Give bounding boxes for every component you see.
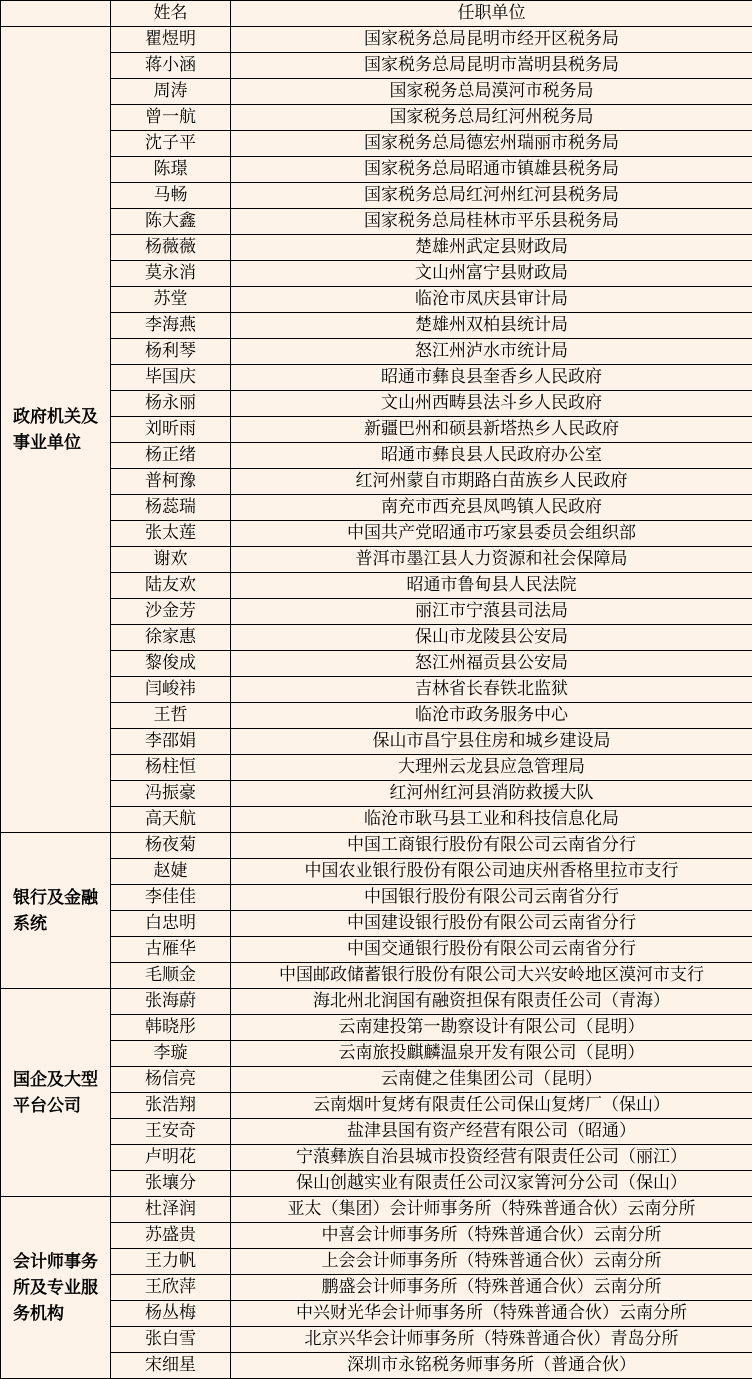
header-row	[1, 1, 752, 27]
table-row	[1, 53, 752, 79]
name-cell: 杨利琴	[111, 339, 231, 365]
name-cell: 陈大鑫	[111, 209, 231, 235]
name-cell: 卢明花	[111, 1145, 231, 1171]
unit-cell: 中喜会计师事务所（特殊普通合伙）云南分所	[231, 1223, 752, 1249]
table-row	[1, 105, 752, 131]
table-row	[1, 1093, 752, 1119]
category-cell: 会计师事务所及专业服务机构	[1, 1197, 111, 1379]
unit-cell: 吉林省长春铁北监狱	[231, 677, 752, 703]
unit-cell: 昭通市彝良县奎香乡人民政府	[231, 365, 752, 391]
name-cell: 杜泽润	[111, 1197, 231, 1223]
name-cell: 高天航	[111, 807, 231, 833]
name-cell: 杨夜菊	[111, 833, 231, 859]
unit-cell: 保山市龙陵县公安局	[231, 625, 752, 651]
table-row	[1, 1041, 752, 1067]
name-cell: 李邵娟	[111, 729, 231, 755]
unit-cell: 临沧市凤庆县审计局	[231, 287, 752, 313]
table-row	[1, 209, 752, 235]
name-cell: 古雁华	[111, 937, 231, 963]
unit-cell: 深圳市永铭税务师事务所（普通合伙）	[231, 1353, 752, 1379]
unit-cell: 中国邮政储蓄银行股份有限公司大兴安岭地区漠河市支行	[231, 963, 752, 989]
name-cell: 马畅	[111, 183, 231, 209]
name-cell: 王力帆	[111, 1249, 231, 1275]
name-cell: 白忠明	[111, 911, 231, 937]
name-cell: 杨蕊瑞	[111, 495, 231, 521]
unit-cell: 临沧市政务服务中心	[231, 703, 752, 729]
unit-cell: 海北州北润国有融资担保有限责任公司（青海）	[231, 989, 752, 1015]
table-row	[1, 1275, 752, 1301]
unit-cell: 中国交通银行股份有限公司云南省分行	[231, 937, 752, 963]
table-row	[1, 469, 752, 495]
table-row	[1, 1119, 752, 1145]
unit-cell: 宁蒗彝族自治县城市投资经营有限责任公司（丽江）	[231, 1145, 752, 1171]
unit-cell: 北京兴华会计师事务所（特殊普通合伙）青岛分所	[231, 1327, 752, 1353]
name-cell: 杨柱恒	[111, 755, 231, 781]
table-row	[1, 1197, 752, 1223]
name-cell: 李璇	[111, 1041, 231, 1067]
table-row	[1, 1171, 752, 1197]
unit-cell: 新疆巴州和硕县新塔热乡人民政府	[231, 417, 752, 443]
unit-cell: 亚太（集团）会计师事务所（特殊普通合伙）云南分所	[231, 1197, 752, 1223]
unit-cell: 国家税务总局红河州红河县税务局	[231, 183, 752, 209]
table-row	[1, 339, 752, 365]
unit-cell: 文山州西畴县法斗乡人民政府	[231, 391, 752, 417]
name-cell: 杨正绪	[111, 443, 231, 469]
table-row	[1, 365, 752, 391]
name-cell: 黎俊成	[111, 651, 231, 677]
unit-cell: 文山州富宁县财政局	[231, 261, 752, 287]
name-cell: 蒋小涵	[111, 53, 231, 79]
unit-cell: 红河州蒙自市期路白苗族乡人民政府	[231, 469, 752, 495]
table-row	[1, 781, 752, 807]
table-row	[1, 287, 752, 313]
name-cell: 杨信亮	[111, 1067, 231, 1093]
name-cell: 普柯豫	[111, 469, 231, 495]
table-row	[1, 521, 752, 547]
unit-cell: 昭通市鲁甸县人民法院	[231, 573, 752, 599]
table-row	[1, 599, 752, 625]
name-cell: 杨永丽	[111, 391, 231, 417]
table-row	[1, 703, 752, 729]
category-cell: 政府机关及事业单位	[1, 27, 111, 833]
name-cell: 陆友欢	[111, 573, 231, 599]
table-row	[1, 443, 752, 469]
unit-cell: 云南建投第一勘察设计有限公司（昆明）	[231, 1015, 752, 1041]
table-body	[1, 27, 752, 1379]
table-row	[1, 547, 752, 573]
table-row	[1, 261, 752, 287]
table-row	[1, 1249, 752, 1275]
unit-cell: 普洱市墨江县人力资源和社会保障局	[231, 547, 752, 573]
name-cell: 谢欢	[111, 547, 231, 573]
name-cell: 李佳佳	[111, 885, 231, 911]
table-row	[1, 391, 752, 417]
table-row	[1, 1015, 752, 1041]
unit-cell: 怒江州泸水市统计局	[231, 339, 752, 365]
name-cell: 王哲	[111, 703, 231, 729]
table-row	[1, 937, 752, 963]
table-row	[1, 911, 752, 937]
name-cell: 毛顺金	[111, 963, 231, 989]
table-row	[1, 1301, 752, 1327]
name-cell: 张太莲	[111, 521, 231, 547]
name-cell: 韩晓彤	[111, 1015, 231, 1041]
table-row	[1, 131, 752, 157]
name-cell: 李海燕	[111, 313, 231, 339]
table-row	[1, 625, 752, 651]
unit-cell: 红河州红河县消防救援大队	[231, 781, 752, 807]
table-row	[1, 27, 752, 53]
unit-cell: 保山市昌宁县住房和城乡建设局	[231, 729, 752, 755]
table-row	[1, 677, 752, 703]
name-cell: 徐家惠	[111, 625, 231, 651]
unit-cell: 鹏盛会计师事务所（特殊普通合伙）云南分所	[231, 1275, 752, 1301]
name-cell: 张海蔚	[111, 989, 231, 1015]
unit-cell: 国家税务总局红河州税务局	[231, 105, 752, 131]
unit-header: 任职单位	[231, 1, 752, 27]
table-row	[1, 885, 752, 911]
table-row	[1, 183, 752, 209]
table-row	[1, 417, 752, 443]
name-cell: 莫永消	[111, 261, 231, 287]
name-cell: 瞿煜明	[111, 27, 231, 53]
table-row	[1, 807, 752, 833]
unit-cell: 怒江州福贡县公安局	[231, 651, 752, 677]
category-header	[1, 1, 111, 27]
table-row	[1, 963, 752, 989]
name-cell: 苏堂	[111, 287, 231, 313]
table-row	[1, 989, 752, 1015]
name-cell: 刘昕雨	[111, 417, 231, 443]
unit-cell: 国家税务总局昆明市嵩明县税务局	[231, 53, 752, 79]
name-cell: 张白雪	[111, 1327, 231, 1353]
table-row	[1, 1067, 752, 1093]
unit-cell: 临沧市耿马县工业和科技信息化局	[231, 807, 752, 833]
name-cell: 沈子平	[111, 131, 231, 157]
unit-cell: 中国建设银行股份有限公司云南省分行	[231, 911, 752, 937]
name-header: 姓名	[111, 1, 231, 27]
table-row	[1, 1327, 752, 1353]
unit-cell: 中国银行股份有限公司云南省分行	[231, 885, 752, 911]
name-cell: 张壤分	[111, 1171, 231, 1197]
table-row	[1, 1223, 752, 1249]
unit-cell: 云南旅投麒麟温泉开发有限公司（昆明）	[231, 1041, 752, 1067]
name-cell: 宋细星	[111, 1353, 231, 1379]
category-cell: 银行及金融系统	[1, 833, 111, 989]
table-row	[1, 755, 752, 781]
name-cell: 苏盛贵	[111, 1223, 231, 1249]
unit-cell: 国家税务总局昭通市镇雄县税务局	[231, 157, 752, 183]
name-cell: 杨丛梅	[111, 1301, 231, 1327]
name-cell: 毕国庆	[111, 365, 231, 391]
name-cell: 陈璟	[111, 157, 231, 183]
unit-cell: 南充市西充县凤鸣镇人民政府	[231, 495, 752, 521]
table-row	[1, 573, 752, 599]
unit-cell: 中国工商银行股份有限公司云南省分行	[231, 833, 752, 859]
unit-cell: 国家税务总局德宏州瑞丽市税务局	[231, 131, 752, 157]
unit-cell: 中兴财光华会计师事务所（特殊普通合伙）云南分所	[231, 1301, 752, 1327]
table-row	[1, 313, 752, 339]
name-cell: 王安奇	[111, 1119, 231, 1145]
name-cell: 曾一航	[111, 105, 231, 131]
unit-cell: 丽江市宁蒗县司法局	[231, 599, 752, 625]
unit-cell: 昭通市彝良县人民政府办公室	[231, 443, 752, 469]
table-row	[1, 495, 752, 521]
table-row	[1, 833, 752, 859]
name-cell: 杨薇薇	[111, 235, 231, 261]
name-cell: 冯振豪	[111, 781, 231, 807]
unit-cell: 云南烟叶复烤有限责任公司保山复烤厂（保山）	[231, 1093, 752, 1119]
unit-cell: 云南健之佳集团公司（昆明）	[231, 1067, 752, 1093]
unit-cell: 盐津县国有资产经营有限公司（昭通）	[231, 1119, 752, 1145]
unit-cell: 楚雄州武定县财政局	[231, 235, 752, 261]
table-row	[1, 157, 752, 183]
unit-cell: 楚雄州双柏县统计局	[231, 313, 752, 339]
table-row	[1, 79, 752, 105]
unit-cell: 大理州云龙县应急管理局	[231, 755, 752, 781]
unit-cell: 保山创越实业有限责任公司汉家箐河分公司（保山）	[231, 1171, 752, 1197]
table-row	[1, 1145, 752, 1171]
unit-cell: 中国共产党昭通市巧家县委员会组织部	[231, 521, 752, 547]
category-cell: 国企及大型平台公司	[1, 989, 111, 1197]
name-cell: 张浩翔	[111, 1093, 231, 1119]
name-cell: 周涛	[111, 79, 231, 105]
unit-cell: 国家税务总局桂林市平乐县税务局	[231, 209, 752, 235]
name-cell: 闫峻祎	[111, 677, 231, 703]
name-cell: 赵婕	[111, 859, 231, 885]
unit-cell: 中国农业银行股份有限公司迪庆州香格里拉市支行	[231, 859, 752, 885]
name-cell: 王欣萍	[111, 1275, 231, 1301]
unit-cell: 上会会计师事务所（特殊普通合伙）云南分所	[231, 1249, 752, 1275]
table-row	[1, 651, 752, 677]
table-row	[1, 859, 752, 885]
name-cell: 沙金芳	[111, 599, 231, 625]
table-row	[1, 1353, 752, 1379]
unit-cell: 国家税务总局漠河市税务局	[231, 79, 752, 105]
table-row	[1, 235, 752, 261]
table-row	[1, 729, 752, 755]
unit-cell: 国家税务总局昆明市经开区税务局	[231, 27, 752, 53]
